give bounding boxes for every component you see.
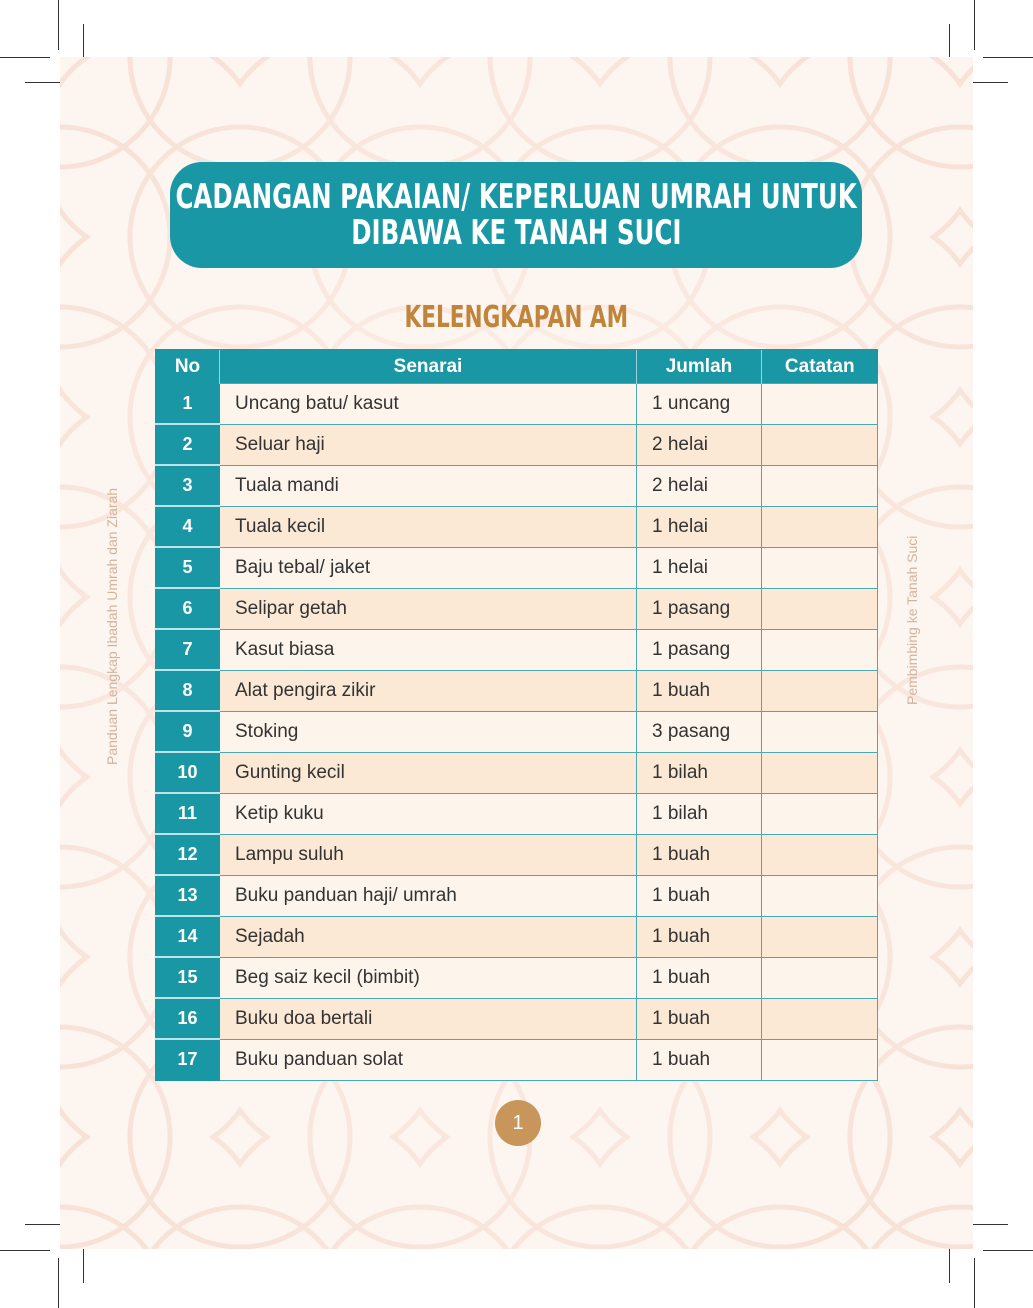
page-number: 1 (512, 1111, 524, 1134)
checklist-table (155, 349, 878, 1081)
item-name: Stoking (220, 711, 637, 752)
table-row (156, 752, 878, 793)
table-row (156, 834, 878, 875)
row-number: 7 (156, 629, 220, 670)
item-quantity: 1 buah (637, 916, 762, 957)
item-quantity: 3 pasang (637, 711, 762, 752)
table-row (156, 588, 878, 629)
table-row (156, 465, 878, 506)
crop-mark (974, 1258, 975, 1308)
row-number: 16 (156, 998, 220, 1039)
item-name: Buku panduan haji/ umrah (220, 875, 637, 916)
item-name: Alat pengira zikir (220, 670, 637, 711)
table-row (156, 670, 878, 711)
item-quantity: 1 buah (637, 875, 762, 916)
item-note (762, 998, 878, 1039)
crop-mark (974, 0, 975, 50)
row-number: 15 (156, 957, 220, 998)
item-quantity: 1 uncang (637, 384, 762, 425)
item-name: Beg saiz kecil (bimbit) (220, 957, 637, 998)
item-quantity: 1 bilah (637, 793, 762, 834)
item-note (762, 793, 878, 834)
crop-mark (0, 1250, 50, 1251)
item-name: Kasut biasa (220, 629, 637, 670)
row-number: 8 (156, 670, 220, 711)
crop-mark (0, 57, 50, 58)
item-name: Buku panduan solat (220, 1039, 637, 1080)
item-note (762, 424, 878, 465)
table-header-row (156, 350, 878, 384)
row-number: 14 (156, 916, 220, 957)
row-number: 4 (156, 506, 220, 547)
page-number-badge (495, 1100, 541, 1146)
item-note (762, 834, 878, 875)
document-page (60, 57, 973, 1249)
row-number: 17 (156, 1039, 220, 1080)
item-note (762, 629, 878, 670)
item-name: Tuala mandi (220, 465, 637, 506)
column-header-item: Senarai (220, 350, 637, 384)
item-note (762, 384, 878, 425)
table-row (156, 1039, 878, 1080)
item-quantity: 1 helai (637, 547, 762, 588)
item-note (762, 506, 878, 547)
table-row (156, 547, 878, 588)
section-heading-text: KELENGKAPAN AM (404, 300, 629, 335)
column-header-no: No (156, 350, 220, 384)
page-title-line-1: CADANGAN PAKAIAN/ KEPERLUAN UMRAH UNTUK (175, 177, 857, 217)
item-name: Uncang batu/ kasut (220, 384, 637, 425)
crop-mark (58, 0, 59, 50)
table-row (156, 384, 878, 425)
item-quantity: 1 buah (637, 998, 762, 1039)
item-quantity: 2 helai (637, 424, 762, 465)
table-row (156, 793, 878, 834)
item-note (762, 752, 878, 793)
item-note (762, 588, 878, 629)
left-running-title: Panduan Lengkap Ibadah Umrah dan Ziarah (104, 487, 120, 765)
item-note (762, 916, 878, 957)
row-number: 1 (156, 384, 220, 425)
row-number: 5 (156, 547, 220, 588)
section-heading (60, 300, 973, 335)
item-quantity: 1 buah (637, 834, 762, 875)
item-note (762, 875, 878, 916)
row-number: 3 (156, 465, 220, 506)
item-name: Ketip kuku (220, 793, 637, 834)
row-number: 6 (156, 588, 220, 629)
item-quantity: 1 buah (637, 670, 762, 711)
table-row (156, 629, 878, 670)
crop-mark (983, 1250, 1033, 1251)
item-name: Lampu suluh (220, 834, 637, 875)
item-name: Gunting kecil (220, 752, 637, 793)
column-header-qty: Jumlah (637, 350, 762, 384)
item-name: Buku doa bertali (220, 998, 637, 1039)
item-note (762, 711, 878, 752)
row-number: 13 (156, 875, 220, 916)
item-quantity: 1 buah (637, 1039, 762, 1080)
item-note (762, 465, 878, 506)
table-row (156, 506, 878, 547)
table-row (156, 875, 878, 916)
item-name: Sejadah (220, 916, 637, 957)
table-row (156, 957, 878, 998)
column-header-note: Catatan (762, 350, 878, 384)
table-row (156, 424, 878, 465)
page-title-line-2: DIBAWA KE TANAH SUCI (350, 213, 682, 253)
item-note (762, 547, 878, 588)
crop-mark (58, 1258, 59, 1308)
right-running-title: Pembimbing ke Tanah Suci (904, 535, 920, 705)
crop-mark (983, 57, 1033, 58)
title-banner (170, 162, 862, 268)
row-number: 12 (156, 834, 220, 875)
row-number: 11 (156, 793, 220, 834)
item-quantity: 1 pasang (637, 588, 762, 629)
item-note (762, 670, 878, 711)
item-quantity: 2 helai (637, 465, 762, 506)
item-quantity: 1 helai (637, 506, 762, 547)
row-number: 2 (156, 424, 220, 465)
item-quantity: 1 pasang (637, 629, 762, 670)
table-row (156, 916, 878, 957)
item-quantity: 1 buah (637, 957, 762, 998)
item-name: Tuala kecil (220, 506, 637, 547)
row-number: 10 (156, 752, 220, 793)
item-name: Seluar haji (220, 424, 637, 465)
item-name: Selipar getah (220, 588, 637, 629)
row-number: 9 (156, 711, 220, 752)
item-note (762, 1039, 878, 1080)
item-quantity: 1 bilah (637, 752, 762, 793)
item-name: Baju tebal/ jaket (220, 547, 637, 588)
table-row (156, 711, 878, 752)
item-note (762, 957, 878, 998)
table-row (156, 998, 878, 1039)
